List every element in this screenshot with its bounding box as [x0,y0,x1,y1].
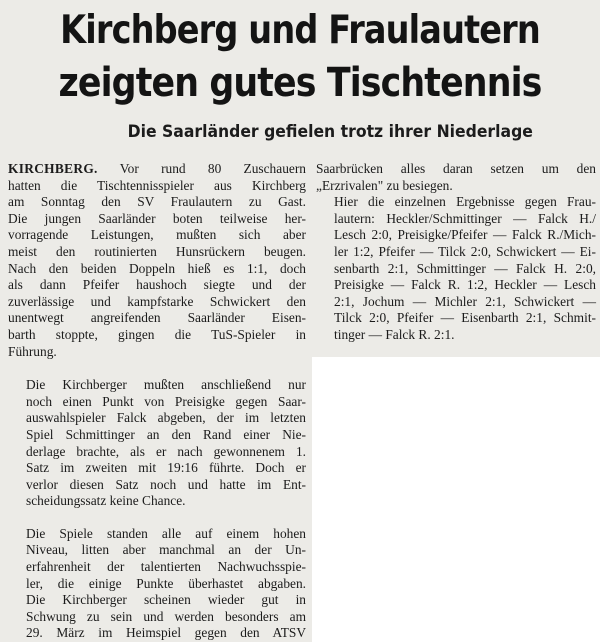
text-line: „Erzrivalen" zu besiegen. [316,177,453,193]
text-line: meist den routinierten Hunsrückern beugen. [8,243,306,259]
text-line: zuverlässige und kampfstarke Schwickert den [8,293,306,309]
headline-line-2: zeigten gutes Tischtennis [58,60,542,106]
text-line: Niveau, litten aber manchmal an der Un- [26,542,306,558]
text-line: hatten die Tischtennisspieler aus Kirchberg [8,177,306,193]
paragraph-continuation [316,161,596,194]
text-line: vorragende Leistungen, mußten sich aber [8,227,306,243]
text-line: 2:1, Jochum — Michler 2:1, Schwickert — [334,293,596,309]
text-line: Lesch 2:0, Preisigke/Pfeifer — Falck R./Mich- [334,227,596,243]
text-line: Saarbrücken alles daran setzen um den [316,161,596,176]
text-line: Hier die einzelnen Ergebnisse gegen Frau- [334,194,596,210]
text-line: am Sonntag den SV Fraulautern zu Gast. [8,194,306,210]
text-line: 29. März im Heimspiel gegen den ATSV [26,625,306,641]
text-line: senbarth 2:1, Schmittinger — Falck H. 2:0, [334,260,596,276]
paragraph-3 [8,526,306,642]
paragraph-results [316,194,596,343]
text-line: scheidungssatz keine Chance. [26,493,186,509]
paragraph-1 [8,161,306,360]
text-line: barth stoppte, gingen die TuS-Spieler in [8,326,306,342]
text-line: Die Kirchberger mußten anschließend nur [26,377,306,393]
text-line: noch einen Punkt von Preisigke gegen Saar- [26,393,306,409]
text-line: Satz im zweiten mit 19:16 führte. Doch er [26,460,306,476]
text-line: derlage brachte, als er nach gewonnenem 1. [26,443,306,459]
article-column-left [8,161,306,642]
text-line: Spiel Schmittinger an den Rand einer Nie- [26,426,306,442]
text-line: ler, die einige Punkte überhastet abgaben. [26,575,306,591]
text-line: erfahrenheit der talentierten Nachwuchsspie- [26,559,306,575]
headline-line-1: Kirchberg und Fraulautern [60,8,540,53]
text-line: verlor diesen Satz noch und hatte im Ent- [26,476,306,492]
dateline: KIRCHBERG. [8,161,98,176]
text-line: Die jungen Saarländer boten teilweise her- [8,210,306,226]
text-line: lautern: Heckler/Schmittinger — Falck H./ [334,210,596,226]
text-line: auswahlspieler Falck abgeben, der im letzten [26,410,306,426]
text-line: Die Kirchberger scheinen wieder gut in [26,592,306,608]
article-column-right [316,161,596,344]
blank-area [312,357,600,642]
text-line: KIRCHBERG. Vor rund 80 Zuschauern [8,161,306,176]
text-line: Schwung zu sein und werden besonders am [26,608,306,624]
text-line: unentwegt angreifenden Saarländer Eisen- [8,310,306,326]
text-line: ler 1:2, Pfeifer — Tilck 2:0, Schwickert — Ei- [334,243,596,259]
text-line: Tilck 2:0, Pfeifer — Eisenbarth 2:1, Schmit- [334,310,596,326]
text-line: Preisigke — Falck R. 1:2, Heckler — Lesch [334,277,596,293]
text-line: Führung. [8,343,57,359]
text-line: als dann Pfeifer haushoch siegte und der [8,277,306,293]
subheadline: Die Saarländer gefielen trotz ihrer Niederlage [127,122,533,142]
text-line: Nach den beiden Doppeln hieß es 1:1, doch [8,260,306,276]
paragraph-2 [8,377,306,510]
text-line: tinger — Falck R. 2:1. [334,326,455,342]
text-line: Die Spiele standen alle auf einem hohen [26,525,306,541]
